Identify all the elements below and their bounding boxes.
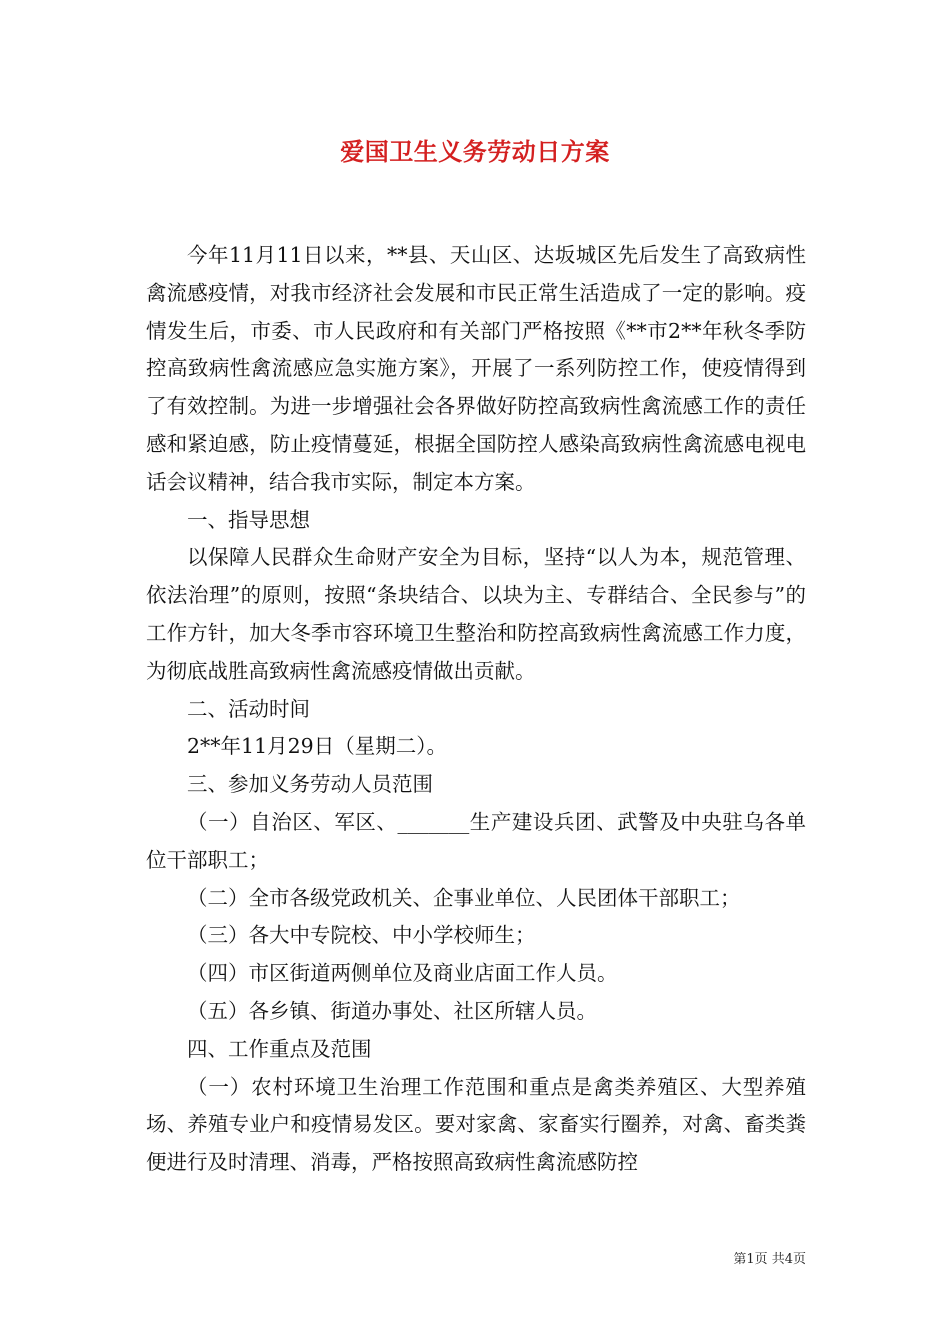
section-heading-activity-time: 二、活动时间	[187, 696, 310, 721]
activity-time-paragraph: 2**年11月29日（星期二）。	[187, 734, 447, 759]
intro-paragraph: 今年11月11日以来，**县、天山区、达坂城区先后发生了高致病性禽流感疫情，对我市经济社会发展和市民正常生活造成了一定的影响。疫情发生后，市委、市人民政府和有关部门严格按照《**市2**年秋冬季防控高致病性禽流感应急实施方案》，开展了一系列防控工作，使疫情得到了有效控制。为进一步增强社会各界做好防控高致病性禽流感工作的责任感和紧迫感，防止疫情蔓延，根据全国防控人感染高致病性禽流感电视电话会议精神，结合我市实际，制定本方案。	[146, 243, 806, 494]
guiding-principle-paragraph: 以保障人民群众生命财产安全为目标，坚持“以人为本，规范管理、依法治理”的原则，按照“条块结合、以块为主、专群结合、全民参与”的工作方针，加大冬季市容环境卫生整治和防控高致病性禽流感工作力度，为彻底战胜高致病性禽流感疫情做出贡献。	[146, 545, 806, 683]
document-title: 爱国卫生义务劳动日方案	[340, 137, 610, 166]
participants-item-3: （三）各大中专院校、中小学校师生；	[187, 923, 536, 948]
participants-item-4: （四）市区街道两侧单位及商业店面工作人员。	[187, 961, 618, 986]
page-number-footer: 第1页 共4页	[733, 1252, 806, 1267]
work-focus-item-1: （一）农村环境卫生治理工作范围和重点是禽类养殖区、大型养殖场、养殖专业户和疫情易发区。要对家禽、家畜实行圈养，对禽、畜类粪便进行及时清理、消毒，严格按照高致病性禽流感防控	[146, 1074, 806, 1175]
section-heading-guiding-principle: 一、指导思想	[187, 507, 310, 532]
section-heading-work-focus: 四、工作重点及范围	[187, 1036, 372, 1061]
participants-item-1: （一）自治区、军区、_______生产建设兵团、武警及中央驻乌各单位干部职工；	[146, 809, 806, 872]
participants-item-5: （五）各乡镇、街道办事处、社区所辖人员。	[187, 998, 597, 1023]
section-heading-participants: 三、参加义务劳动人员范围	[187, 772, 433, 797]
participants-item-2: （二）全市各级党政机关、企事业单位、人民团体干部职工；	[187, 885, 741, 910]
document-body	[146, 237, 806, 1182]
